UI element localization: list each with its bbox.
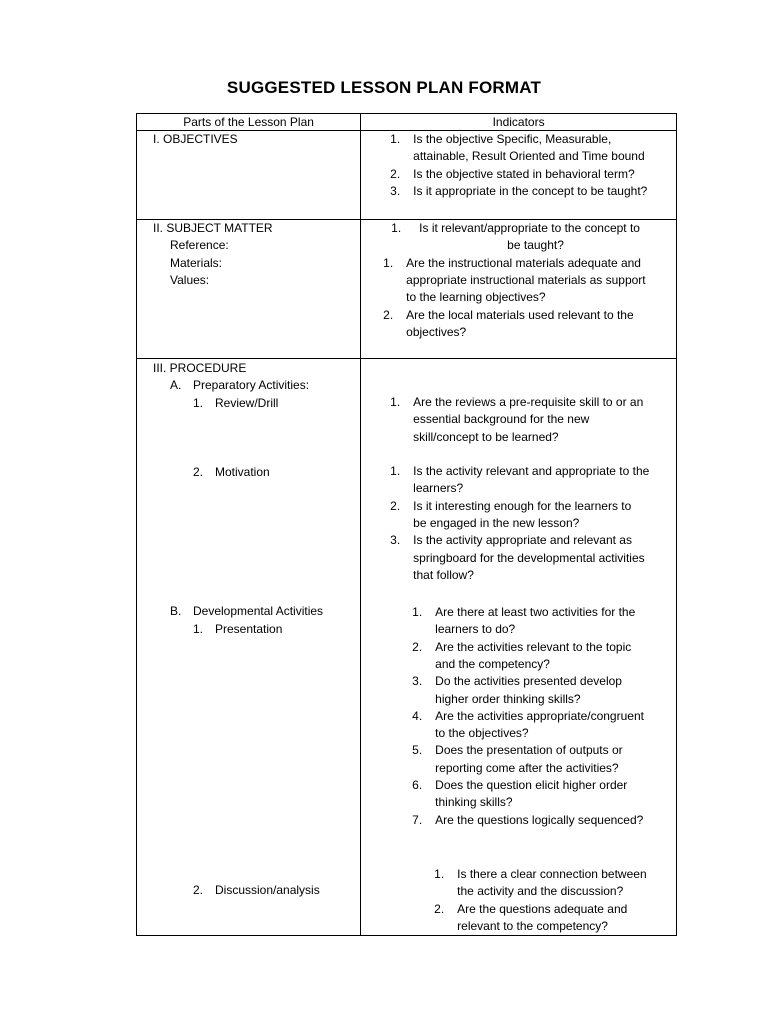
indicator-number: 3. bbox=[412, 674, 423, 689]
indicator-text: Is there a clear connection between bbox=[457, 867, 647, 881]
subject-matter-part-cell bbox=[137, 220, 361, 359]
indicator-number: 1. bbox=[390, 132, 401, 146]
indicator-number: 6. bbox=[412, 778, 423, 792]
materials-label: Materials: bbox=[170, 256, 223, 270]
motivation-label: Motivation bbox=[215, 465, 270, 479]
discussion-number: 2. bbox=[193, 883, 204, 897]
indicator-text: learners to do? bbox=[435, 622, 516, 637]
indicator-text: to the objectives? bbox=[435, 726, 529, 741]
table-row-subject-matter bbox=[137, 220, 677, 359]
indicator-text: thinking skills? bbox=[435, 795, 513, 810]
indicator-text: Is the activity relevant and appropriate to the bbox=[413, 464, 650, 478]
subject-matter-label: II. SUBJECT MATTER bbox=[153, 221, 273, 235]
sm-indicator-number: 1. bbox=[383, 256, 394, 270]
sm-indicator-number: 2. bbox=[383, 308, 394, 322]
indicator-number: 5. bbox=[412, 743, 423, 758]
developmental-activities-label: Developmental Activities bbox=[193, 604, 324, 618]
header-indicators: Indicators bbox=[361, 114, 677, 131]
review-drill-label: Review/Drill bbox=[215, 396, 279, 410]
indicator-text: reporting come after the activities? bbox=[435, 760, 619, 775]
indicator-text: and the competency? bbox=[435, 656, 550, 671]
indicator-text: Is the activity appropriate and relevant as bbox=[413, 533, 632, 548]
indicator-text: be engaged in the new lesson? bbox=[413, 515, 580, 530]
indicator-text: Are the reviews a pre-requisite skill to or an bbox=[413, 395, 644, 409]
indicator-number: 1. bbox=[390, 395, 401, 409]
procedure-label: III. PROCEDURE bbox=[153, 361, 247, 375]
indicator-text: skill/concept to be learned? bbox=[413, 429, 559, 444]
indicator-text: Are the questions adequate and bbox=[457, 901, 628, 916]
indicator-number: 1. bbox=[434, 867, 445, 881]
preparatory-activities-label: Preparatory Activities: bbox=[193, 378, 310, 392]
sm-indicator-line: appropriate instructional materials as support bbox=[406, 273, 646, 287]
objectives-indicator-list bbox=[361, 131, 676, 219]
indicator-text: Is the objective stated in behavioral term? bbox=[413, 166, 635, 181]
presentation-number: 1. bbox=[193, 622, 204, 636]
indicator-text: Is it interesting enough for the learners to bbox=[413, 498, 632, 513]
table-row-objectives bbox=[137, 131, 677, 220]
indicator-text: springboard for the developmental activities bbox=[413, 550, 645, 565]
indicator-text: Are there at least two activities for the bbox=[435, 605, 636, 619]
indicator-text: that follow? bbox=[413, 567, 474, 582]
indicator-text: the activity and the discussion? bbox=[457, 884, 624, 899]
indicator-text: Are the activities appropriate/congruent bbox=[435, 708, 644, 723]
indicator-text: relevant to the competency? bbox=[457, 918, 608, 933]
indicator-number: 7. bbox=[412, 812, 423, 827]
presentation-label: Presentation bbox=[215, 622, 283, 636]
sm-indicator-line: Are the instructional materials adequate and bbox=[406, 256, 641, 270]
indicator-text: Does the presentation of outputs or bbox=[435, 743, 623, 758]
objectives-label: I. OBJECTIVES bbox=[153, 132, 238, 146]
procedure-part-cell bbox=[137, 359, 361, 936]
indicator-text: Do the activities presented develop bbox=[435, 674, 622, 689]
sm-indicator-line: Is it relevant/appropriate to the concept to bbox=[419, 221, 640, 235]
indicator-number: 1. bbox=[412, 605, 423, 619]
section-b-number: B. bbox=[170, 604, 182, 618]
objectives-indicators-cell bbox=[361, 131, 677, 220]
indicator-text: Does the question elicit higher order bbox=[435, 778, 628, 792]
indicator-number: 3. bbox=[390, 183, 401, 198]
indicator-text: Are the questions logically sequenced? bbox=[435, 812, 644, 827]
lesson-plan-table bbox=[136, 113, 677, 936]
indicator-number: 4. bbox=[412, 708, 423, 723]
indicator-text: Are the activities relevant to the topic bbox=[435, 639, 632, 654]
section-a-number: A. bbox=[170, 378, 182, 392]
indicator-number: 2. bbox=[390, 498, 401, 513]
motivation-number: 2. bbox=[193, 465, 204, 479]
document-title: SUGGESTED LESSON PLAN FORMAT bbox=[226, 78, 542, 97]
indicator-text: attainable, Result Oriented and Time bound bbox=[413, 149, 645, 164]
sm-indicator-line: objectives? bbox=[406, 325, 467, 339]
procedure-indicators-cell bbox=[361, 359, 677, 936]
reference-label: Reference: bbox=[170, 238, 229, 252]
indicator-number: 2. bbox=[412, 639, 423, 654]
sm-indicator-line: Are the local materials used relevant to the bbox=[406, 308, 634, 322]
table-row-procedure bbox=[137, 359, 677, 936]
indicator-text: Is it appropriate in the concept to be taught? bbox=[413, 183, 648, 198]
review-number: 1. bbox=[193, 396, 204, 410]
table-header-row bbox=[137, 114, 677, 131]
sm-indicator-line: to the learning objectives? bbox=[406, 290, 546, 304]
objectives-part-cell bbox=[137, 131, 361, 220]
indicator-text: Is the objective Specific, Measurable, bbox=[413, 132, 612, 146]
subject-matter-indicators-cell bbox=[361, 220, 677, 359]
indicator-text: higher order thinking skills? bbox=[435, 691, 581, 706]
sm-indicator-line: be taught? bbox=[507, 238, 564, 252]
indicator-number: 3. bbox=[390, 533, 401, 548]
sm-indicator-number: 1. bbox=[391, 221, 402, 235]
header-parts: Parts of the Lesson Plan bbox=[137, 114, 361, 131]
discussion-analysis-label: Discussion/analysis bbox=[215, 883, 320, 897]
indicator-text: learners? bbox=[413, 481, 464, 496]
indicator-text: essential background for the new bbox=[413, 412, 590, 427]
values-label: Values: bbox=[170, 273, 210, 287]
indicator-number: 2. bbox=[434, 901, 445, 916]
indicator-number: 1. bbox=[390, 464, 401, 478]
indicator-number: 2. bbox=[390, 166, 401, 181]
